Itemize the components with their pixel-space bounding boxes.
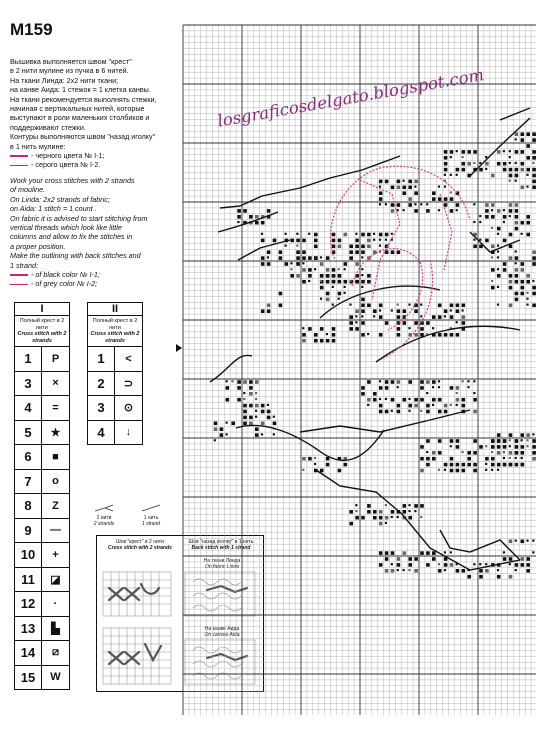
instruction-line: a proper position.: [10, 241, 66, 251]
instruction-line: vertical threads which look like little: [10, 222, 122, 232]
stitch-symbol: P: [51, 352, 60, 365]
stitch-symbol: ■: [52, 450, 59, 463]
stitch-symbol: <: [125, 352, 132, 365]
instruction-line: в 1 нить мулине:: [10, 141, 66, 151]
chart-grid: [183, 25, 536, 715]
instruction-line: Make the outlining with back stitches and: [10, 251, 141, 261]
stitch-symbol: +: [52, 548, 59, 561]
instruction-line: columns and allow to fix the stitches in: [10, 232, 133, 242]
symbol-number: 1: [88, 347, 115, 371]
stitch-symbol: ·: [53, 597, 58, 610]
instruction-line: On Linda: 2x2 strands of fabric;: [10, 194, 110, 204]
cross-stitch-caption: Шов "крест" в 2 нити Cross stitch with 2 strands: [108, 539, 172, 551]
instruction-line: Контуры выполняются швом "назад иголку": [10, 132, 156, 142]
stitch-symbol: W: [50, 671, 61, 684]
stitch-symbol: Z: [52, 499, 59, 512]
symbol-number: 7: [15, 470, 42, 494]
chart-backstitch-outlines: [210, 108, 530, 570]
stitch-symbol: o: [52, 475, 59, 488]
instruction-line: Вышивка выполняется швом "крест": [10, 57, 132, 66]
symbol-number: 15: [15, 666, 42, 690]
instruction-line: On fabric it is advised to start stitching from: [10, 213, 148, 223]
symbol-number: 2: [88, 372, 115, 396]
instruction-line: На ткани рекомендуется выполнять стежки,: [10, 94, 157, 104]
watermark: losgraficosdelgato.blogspot.com: [216, 65, 486, 131]
center-marker-icon: [176, 344, 182, 352]
instruction-line: в 2 нити мулине из пучка в 6 нитей.: [10, 66, 129, 76]
legend-en-black: - of black color № I-1;: [10, 270, 185, 279]
symbol-number: 4: [15, 396, 42, 420]
table-heading: I: [15, 303, 69, 316]
instruction-line: поддерживают стежки.: [10, 122, 86, 132]
pattern-code: M159: [10, 20, 53, 39]
symbol-number: 6: [15, 445, 42, 469]
stitch-symbol: ×: [52, 377, 59, 390]
instruction-line: 1 strand:: [10, 260, 38, 270]
instruction-line: на канве Аида: 1 стежок = 1 клетка канвы.: [10, 85, 151, 95]
back-stitch-caption: Шов "назад иголку" в 1 нить Back stitch with 1 strand: [188, 539, 254, 551]
stitch-symbol: ★: [50, 426, 61, 439]
symbol-number: 5: [15, 421, 42, 445]
symbol-number: 10: [15, 543, 42, 567]
table-subheading: Полный крест в 2 нити Cross stitch with 2 strands: [15, 316, 69, 347]
stitch-symbol: ⊃: [123, 377, 134, 390]
stitch-symbol: ↓: [125, 426, 132, 439]
legend-en-grey: - of grey color № I-2;: [10, 279, 185, 288]
symbol-number: 11: [15, 568, 42, 592]
legend-ru-black: - черного цвета № I-1;: [10, 151, 185, 160]
instruction-line: На ткани Линда: 2х2 нити ткани;: [10, 75, 119, 85]
instruction-line: of mouline.: [10, 185, 46, 195]
symbol-number: 3: [15, 372, 42, 396]
stitch-symbol: =: [52, 401, 59, 414]
linda-caption: На ткани Линда On fabric Linda: [203, 558, 241, 570]
stitch-symbol: —: [50, 524, 61, 537]
symbol-number: 14: [15, 641, 42, 665]
stitch-symbol: ▙: [51, 622, 60, 635]
symbol-number: 1: [15, 347, 42, 371]
stitch-symbol: ⊙: [123, 402, 134, 415]
aida-caption: На канве Аида On canvas Aida: [204, 626, 240, 638]
symbol-number: 3: [88, 396, 115, 420]
instruction-line: Work your cross stitches with 2 strands: [10, 175, 135, 185]
symbol-number: 9: [15, 519, 42, 543]
table-subheading: Полный крест в 2 нити Cross stitch with 2 strands: [88, 316, 142, 347]
symbol-number: 8: [15, 494, 42, 518]
symbol-number: 13: [15, 617, 42, 641]
symbol-number: 4: [88, 421, 115, 445]
instruction-line: on Aida: 1 stitch = 1 count .: [10, 204, 97, 214]
stitch-symbol: ⧄: [52, 646, 59, 659]
one-strand-icon: 1 нить 1 strand: [140, 503, 162, 527]
table-heading: II: [88, 303, 142, 316]
instruction-line: начиная с вертикальных нитей, которые: [10, 104, 145, 114]
instruction-line: выступают в роли маленьких столбиков и: [10, 113, 150, 123]
chart-grey-outlines: [330, 166, 470, 360]
two-strand-icon: 2 нити 2 strands: [93, 503, 115, 527]
symbol-number: 12: [15, 592, 42, 616]
legend-ru-grey: - серого цвета № I-2.: [10, 160, 185, 169]
stitch-symbol: ◪: [50, 573, 61, 586]
